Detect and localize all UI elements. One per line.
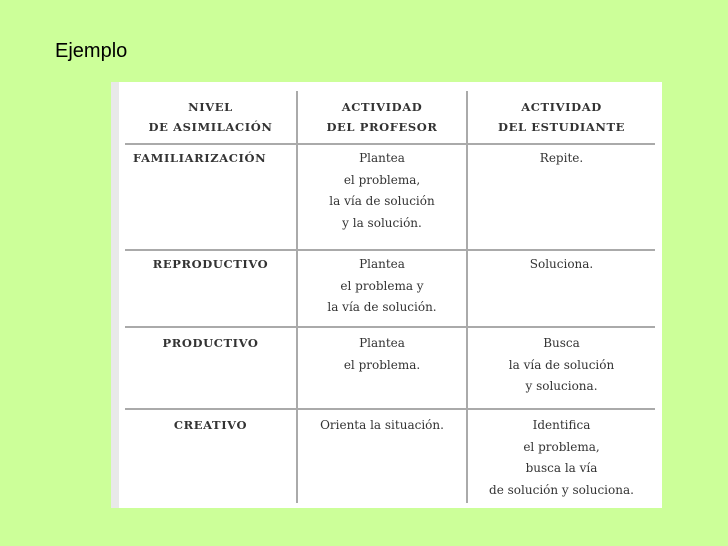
header-level-line: DE ASIMILACIÓN: [148, 120, 273, 134]
table-row: [125, 410, 655, 503]
cell-line: el problema,: [343, 172, 421, 187]
teacher-cell: [298, 251, 468, 328]
cell-line: Identifica: [532, 418, 591, 432]
teacher-cell: [298, 328, 468, 410]
level-cell: FAMILIARIZACIÓN: [125, 145, 298, 251]
header-student-line: DEL ESTUDIANTE: [498, 120, 625, 134]
cell-line: Plantea: [359, 151, 405, 165]
cell-line: Soluciona.: [529, 257, 594, 271]
header-student-line: ACTIVIDAD: [521, 100, 602, 114]
level-cell: CREATIVO: [125, 410, 298, 503]
cell-line: la vía de solución: [329, 194, 435, 208]
header-level: [125, 91, 298, 145]
student-cell: [468, 251, 655, 328]
table-row: [125, 145, 655, 251]
table-row: [125, 328, 655, 410]
header-teacher-line: ACTIVIDAD: [341, 100, 423, 114]
cell-line: Plantea: [359, 257, 405, 271]
table-image-panel: [111, 82, 662, 508]
cell-line: Repite.: [539, 151, 584, 165]
header-student-activity: [468, 91, 655, 145]
assimilation-levels-table: [125, 91, 655, 503]
header-level-line: NIVEL: [188, 100, 233, 114]
cell-line: el problema.: [343, 357, 421, 372]
cell-line: y la solución.: [342, 215, 422, 230]
header-teacher-activity: [298, 91, 468, 145]
teacher-cell: [298, 145, 468, 251]
panel-left-edge: [111, 82, 119, 508]
cell-line: el problema y: [340, 278, 424, 293]
cell-line: el problema,: [523, 439, 600, 454]
level-cell: REPRODUCTIVO: [125, 251, 298, 328]
student-cell: [468, 328, 655, 410]
table-header-row: [125, 91, 655, 145]
header-teacher-line: DEL PROFESOR: [326, 120, 438, 134]
teacher-cell: [298, 410, 468, 503]
cell-line: la vía de solución.: [327, 300, 437, 314]
slide-title: Ejemplo: [55, 40, 128, 62]
table-row: [125, 251, 655, 328]
cell-line: Orienta la situación.: [320, 418, 444, 432]
student-cell: [468, 145, 655, 251]
cell-line: Plantea: [359, 336, 405, 350]
cell-line: Busca: [543, 336, 580, 350]
cell-line: de solución y soluciona.: [489, 482, 634, 497]
cell-line: busca la vía: [525, 461, 598, 475]
level-cell: PRODUCTIVO: [125, 328, 298, 410]
student-cell: [468, 410, 655, 503]
cell-line: la vía de solución: [508, 357, 615, 372]
cell-line: y soluciona.: [525, 379, 598, 393]
